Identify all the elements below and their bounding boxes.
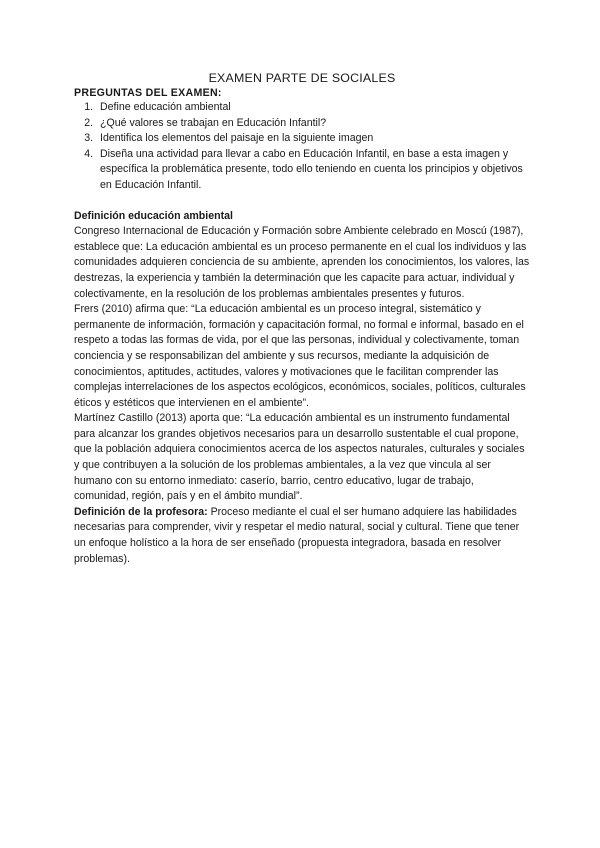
questions-heading: PREGUNTAS DEL EXAMEN: xyxy=(74,87,222,99)
question-item: 3. Identifica los elementos del paisaje en la siguiente imagen xyxy=(96,131,530,147)
definition-section xyxy=(74,209,530,505)
frers-paragraph: Frers (2010) afirma que: “La educación ambiental es un proceso integral, sistemático y permanente de información, formación y capacitación formal, no formal e informal, basado en el respeto a todas las formas de vida, por el que las personas, individual y colectivamente, toman conciencia y se responsabilizan del ambiente y sus recursos, mediante la adquisición de conocimientos, aptitudes, actitudes, valores y motivaciones que le facilitan comprender las complejas interrelaciones de los aspectos ecológicos, económicos, sociales, políticos, culturales éticos y estéticos que intervienen en el ambiente”. xyxy=(74,303,526,409)
question-item: 4. Diseña una actividad para llevar a cabo en Educación Infantil, en base a esta imagen y específica la problemática presente, todo ello teniendo en cuenta los principios y objetivos en Educación Infantil. xyxy=(96,147,530,194)
professor-definition xyxy=(74,505,530,567)
martinez-paragraph: Martínez Castillo (2013) aporta que: “La educación ambiental es un instrumento fundamental para alcanzar los grandes objetivos necesarios para un desarrollo sustentable el cual propone, que la población adquiera conocimientos acerca de los aspectos naturales, culturales y sociales y que contribuyen a la solución de los problemas ambientales, a la vez que vincula al ser humano con su entorno inmediato: caserío, barrio, centro educativo, lugar de trabajo, comunidad, región, país y en el ámbito mundial”. xyxy=(74,412,525,503)
congress-paragraph: Congreso Internacional de Educación y Formación sobre Ambiente celebrado en Moscú (1987), establece que: La educación ambiental es un proceso permanente en el cual los individuos y las comunidades adquieren conciencia de su ambiente, aprenden los conocimientos, los valores, las destrezas, la experiencia y también la determinación que les capacite para actuar, individual y colectivamente, en la resolución de los problemas ambientales presentes y futuros. xyxy=(74,225,530,300)
professor-definition-label: Definición de la profesora: xyxy=(74,505,208,518)
questions-list xyxy=(74,100,530,194)
question-item: 2. ¿Qué valores se trabajan en Educación Infantil? xyxy=(96,116,530,132)
definition-heading: Definición educación ambiental xyxy=(74,209,233,222)
professor-definition-text: Proceso mediante el cual el ser humano adquiere las habilidades necesarias para comprender, vivir y respetar el medio natural, social y cultural. Tiene que tener un enfoque holístico a la hora de ser enseñado (propuesta integradora, basada en resolver problemas). xyxy=(74,505,520,565)
document-page xyxy=(74,70,530,567)
question-item: 1. Define educación ambiental xyxy=(96,100,530,116)
exam-title: EXAMEN PARTE DE SOCIALES xyxy=(208,71,396,85)
